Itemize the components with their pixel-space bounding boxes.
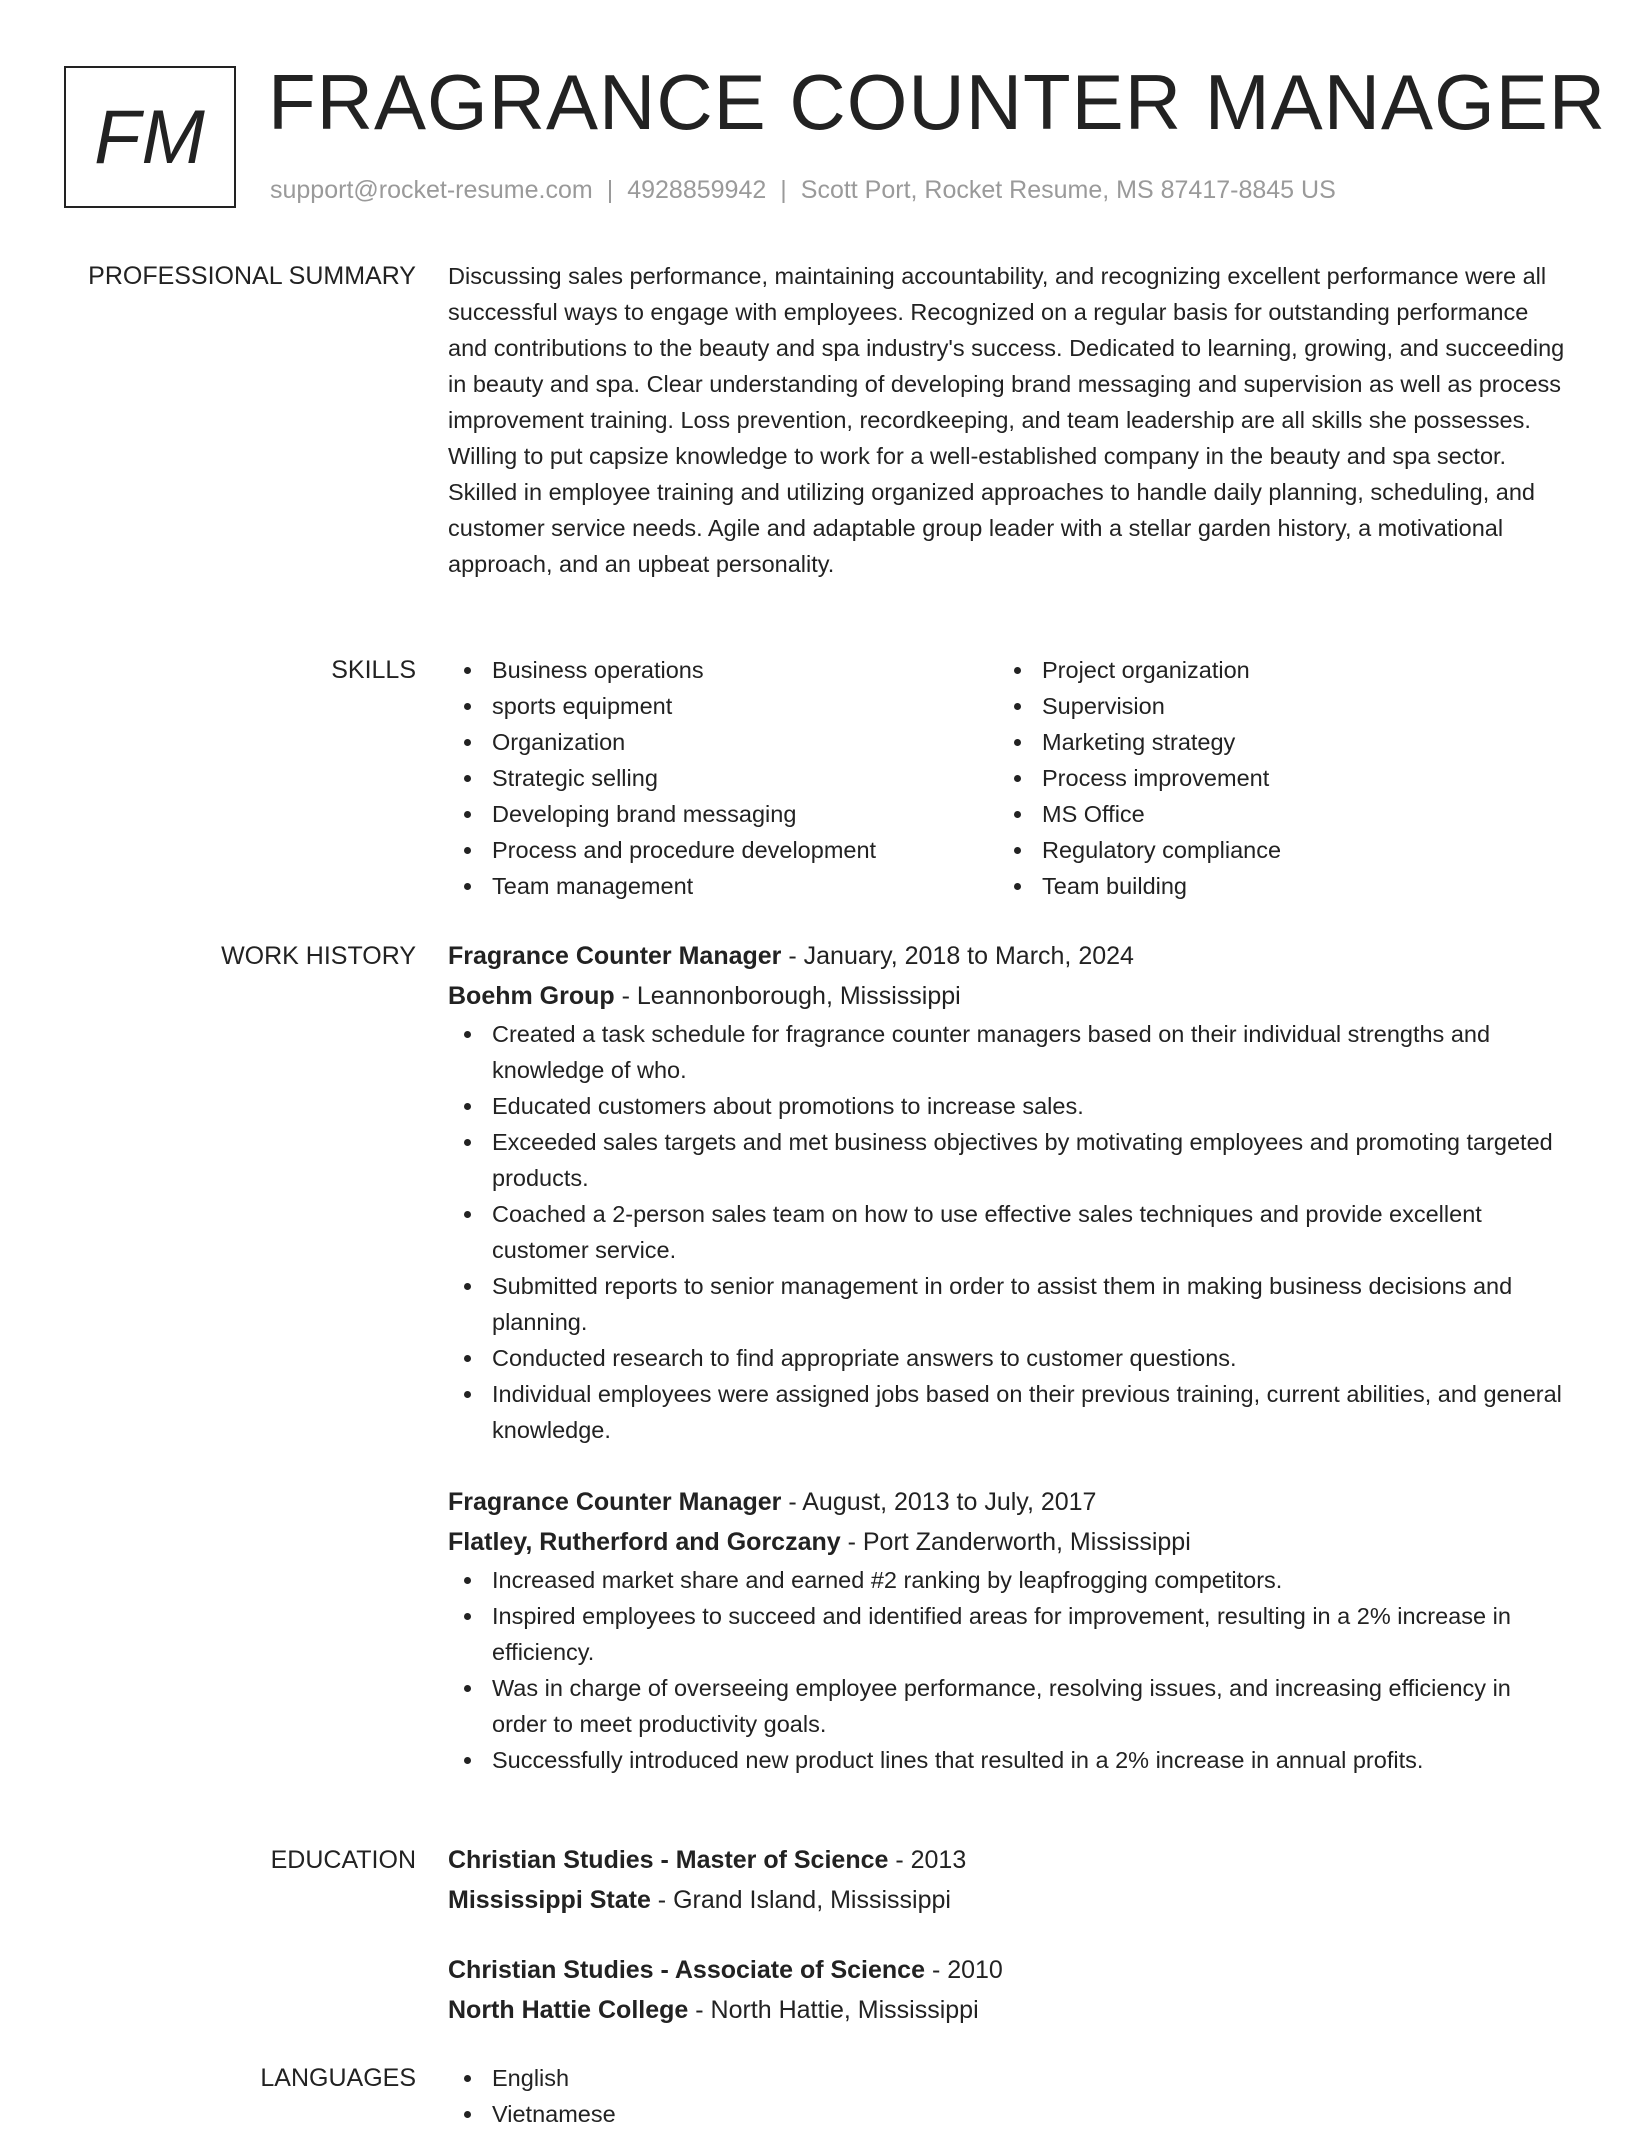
job-company: Boehm Group [448, 982, 615, 1010]
job-title-line [448, 936, 1568, 976]
contact-phone[interactable]: 4928859942 [627, 176, 767, 204]
job-bullet: Submitted reports to senior management in order to assist them in making business decisions and planning. [448, 1268, 1568, 1340]
skill-item: Regulatory compliance [998, 832, 1548, 868]
job-dates: - August, 2013 to July, 2017 [781, 1488, 1097, 1516]
languages-body [448, 2060, 1568, 2132]
skill-item: Supervision [998, 688, 1548, 724]
education-location: - Grand Island, Mississippi [650, 1886, 951, 1914]
section-label-education: EDUCATION [270, 1846, 416, 1874]
job-bullet-list [448, 1562, 1568, 1778]
job-company-line [448, 976, 1568, 1016]
education-degree: Christian Studies - Master of Science [448, 1846, 889, 1874]
language-item: English [448, 2060, 1568, 2096]
job-entry [448, 1482, 1568, 1778]
summary-text: Discussing sales performance, maintaining accountability, and recognizing excellent performance were all successful ways to engage with employees. Recognized on a regular basis for outstanding performance and contributions to the beauty and spa industry's success. Dedicated to learning, growing, and succeeding in beauty and spa. Clear understanding of developing brand messaging and supervision as well as process improvement training. Loss prevention, recordkeeping, and team leadership are all skills she possesses. Willing to put capsize knowledge to work for a well-established company in the beauty and spa sector. Skilled in employee training and utilizing organized approaches to handle daily planning, scheduling, and customer service needs. Agile and adaptable group leader with a stellar garden history, a motivational approach, and an upbeat personality. [448, 263, 1565, 577]
skill-item: Business operations [448, 652, 998, 688]
job-bullet: Inspired employees to succeed and identified areas for improvement, resulting in a 2% increase in efficiency. [448, 1598, 1568, 1670]
skill-item: Developing brand messaging [448, 796, 998, 832]
monogram-box [64, 66, 236, 208]
job-bullet: Created a task schedule for fragrance counter managers based on their individual strengths and knowledge of who. [448, 1016, 1568, 1088]
skills-list-left [448, 652, 998, 904]
job-company-line [448, 1522, 1568, 1562]
contact-address: Scott Port, Rocket Resume, MS 87417-8845 US [800, 176, 1336, 204]
job-bullet: Increased market share and earned #2 ranking by leapfrogging competitors. [448, 1562, 1568, 1598]
education-school: Mississippi State [448, 1886, 651, 1914]
skills-body [448, 652, 1568, 904]
education-school-line [448, 1990, 1568, 2030]
job-title: Fragrance Counter Manager [448, 1488, 782, 1516]
contact-separator: | [606, 176, 614, 204]
education-body [448, 1840, 1568, 2060]
skills-columns [448, 652, 1568, 904]
skill-item: Project organization [998, 652, 1548, 688]
job-bullet: Educated customers about promotions to increase sales. [448, 1088, 1568, 1124]
resume-title: FRAGRANCE COUNTER MANAGER [268, 58, 1607, 146]
job-company: Flatley, Rutherford and Gorczany [448, 1528, 841, 1556]
skill-item: MS Office [998, 796, 1548, 832]
languages-list [448, 2060, 1568, 2132]
contact-separator: | [780, 176, 787, 204]
education-year: - 2013 [888, 1846, 967, 1874]
summary-body [448, 258, 1568, 582]
job-bullet: Coached a 2-person sales team on how to use effective sales techniques and provide excellent customer service. [448, 1196, 1568, 1268]
job-bullet: Conducted research to find appropriate answers to customer questions. [448, 1340, 1568, 1376]
education-degree-line [448, 1950, 1568, 1990]
section-label-skills: SKILLS [331, 656, 416, 684]
job-bullet: Was in charge of overseeing employee performance, resolving issues, and increasing efficiency in order to meet productivity goals. [448, 1670, 1568, 1742]
job-entry [448, 936, 1568, 1448]
job-bullet: Successfully introduced new product lines that resulted in a 2% increase in annual profits. [448, 1742, 1568, 1778]
job-title: Fragrance Counter Manager [448, 942, 782, 970]
skill-item: Process improvement [998, 760, 1548, 796]
skill-item: Team building [998, 868, 1548, 904]
section-label-work-history: WORK HISTORY [221, 942, 416, 970]
education-year: - 2010 [925, 1956, 1003, 1984]
contact-line [270, 174, 1336, 206]
section-label-summary: PROFESSIONAL SUMMARY [88, 262, 416, 290]
job-bullet-list [448, 1016, 1568, 1448]
job-bullet: Individual employees were assigned jobs based on their previous training, current abilities, and general knowledge. [448, 1376, 1568, 1448]
job-location: - Port Zanderworth, Mississippi [840, 1528, 1191, 1556]
language-item: Vietnamese [448, 2096, 1568, 2132]
job-bullet: Exceeded sales targets and met business objectives by motivating employees and promoting targeted products. [448, 1124, 1568, 1196]
skill-item: sports equipment [448, 688, 998, 724]
skill-item: Marketing strategy [998, 724, 1548, 760]
education-entry [448, 1950, 1568, 2030]
education-degree-line [448, 1840, 1568, 1880]
education-location: - North Hattie, Mississippi [688, 1996, 979, 2024]
job-dates: - January, 2018 to March, 2024 [781, 942, 1134, 970]
job-title-line [448, 1482, 1568, 1522]
education-school-line [448, 1880, 1568, 1920]
section-label-languages: LANGUAGES [260, 2064, 416, 2092]
job-location: - Leannonborough, Mississippi [614, 982, 961, 1010]
skill-item: Strategic selling [448, 760, 998, 796]
skill-item: Team management [448, 868, 998, 904]
education-school: North Hattie College [448, 1996, 689, 2024]
skills-list-right [998, 652, 1548, 904]
work-history-body [448, 936, 1568, 1812]
skill-item: Organization [448, 724, 998, 760]
contact-email[interactable]: support@rocket-resume.com [270, 176, 593, 204]
education-degree: Christian Studies - Associate of Science [448, 1956, 925, 1984]
monogram-initials: FM [94, 94, 206, 180]
skill-item: Process and procedure development [448, 832, 998, 868]
education-entry [448, 1840, 1568, 1920]
